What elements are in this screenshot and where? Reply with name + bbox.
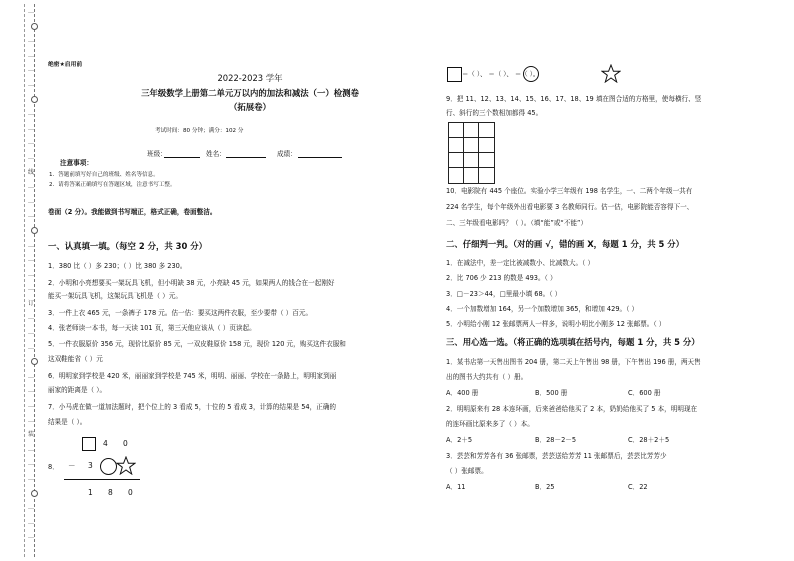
q2-line2: 能买一架玩具飞机，这架玩具飞机是（ ）元。 bbox=[48, 292, 182, 300]
grid-cell[interactable] bbox=[464, 168, 479, 183]
circle-blank[interactable] bbox=[100, 458, 117, 475]
gutter-mark: … bbox=[28, 124, 34, 132]
gutter-mark: … bbox=[28, 8, 34, 15]
binding-hole bbox=[31, 358, 38, 365]
gutter-mark: … bbox=[28, 329, 34, 337]
gutter-mark: 订 bbox=[28, 299, 35, 307]
q8-result-ones: 0 bbox=[128, 488, 133, 497]
page-title: 三年级数学上册第二单元万以内的加法和减法（一）检测卷 bbox=[141, 88, 359, 98]
choice-3-line1: 3．芸芸和芳芳各有 36 张邮票，芸芸送给芳芳 11 张邮票后，芸芸比芳芳少 bbox=[446, 452, 667, 460]
q8-mid-digit: 3 bbox=[88, 461, 93, 470]
grid-cell[interactable] bbox=[464, 138, 479, 153]
judge-4: 4．一个加数增加 164，另一个加数增加 365，和增加 429。（ ） bbox=[446, 305, 639, 313]
q7-line1: 7．小马虎在做一道加法题时，把个位上的 3 看成 5，十位的 5 看成 3，计算的结果是 54，正确的 bbox=[48, 403, 337, 411]
choice-3-option-b[interactable]: B．25 bbox=[535, 483, 555, 491]
q2-line1: 2．小明和小亮想要买一架玩具飞机，但小明缺 38 元，小亮缺 45 元，如果两人的钱合在一起刚好 bbox=[48, 279, 335, 287]
gutter-mark: … bbox=[28, 314, 34, 322]
gutter-mark: … bbox=[28, 37, 34, 45]
choice-3-option-c[interactable]: C．22 bbox=[628, 483, 648, 491]
choice-2-line1: 2．明明原来有 28 本连环画，后来爸爸给他买了 2 本，奶奶给他买了 5 本，明明现在 bbox=[446, 405, 698, 413]
gutter-mark: 线 bbox=[28, 168, 35, 176]
score-label: 成绩： bbox=[277, 150, 297, 158]
gutter-mark: … bbox=[28, 153, 34, 161]
gutter-mark: … bbox=[28, 270, 34, 278]
q8-top-digit-ones: 0 bbox=[123, 439, 128, 448]
choice-2-option-b[interactable]: B．28－2－5 bbox=[535, 436, 577, 444]
judge-5: 5．小明给小刚 12 张邮票两人一样多，说明小明比小刚多 12 张邮票。（ ） bbox=[446, 320, 666, 328]
gutter-mark: … bbox=[28, 285, 34, 293]
choice-2-option-a[interactable]: A．2＋5 bbox=[446, 436, 473, 444]
grid-cell[interactable] bbox=[449, 123, 464, 138]
gutter-mark: … bbox=[28, 183, 34, 191]
gutter-mark: … bbox=[28, 504, 34, 512]
gutter-mark: … bbox=[28, 343, 34, 351]
binding-hole bbox=[31, 227, 38, 234]
gutter-mark: … bbox=[28, 241, 34, 249]
choice-1-line2: 出的图书大约共有（ ）册。 bbox=[446, 373, 528, 381]
choice-1-option-b[interactable]: B．500 册 bbox=[535, 389, 568, 397]
name-label: 姓名： bbox=[206, 150, 226, 158]
binding-line bbox=[24, 4, 25, 557]
grid-cell[interactable] bbox=[479, 123, 494, 138]
score-field[interactable] bbox=[298, 157, 342, 158]
star-blank[interactable] bbox=[116, 456, 136, 475]
gutter-mark: … bbox=[28, 416, 34, 424]
q5-line1: 5．一件衣服原价 356 元，现价比原价 85 元，一双皮鞋原价 158 元，现价 120 元，购买这件衣服和 bbox=[48, 340, 346, 348]
section-1-heading: 一、认真填一填。（每空 2 分，共 30 分） bbox=[48, 241, 207, 251]
gutter-mark: … bbox=[28, 460, 34, 468]
grid-cell[interactable] bbox=[464, 123, 479, 138]
notes-title: 注意事项： bbox=[60, 159, 93, 167]
q8-result-hundreds: 1 bbox=[88, 488, 93, 497]
shape-answers: ＝（ ）、 ＝（ ）、 ＝（ ）。 bbox=[462, 70, 540, 78]
gutter-mark: … bbox=[28, 475, 34, 483]
choice-3-line2: （ ）张邮票。 bbox=[446, 467, 488, 475]
q10-line2: 224 名学生，每个年级外出看电影要 3 名教师同行。估一估，电影院能否容得下一、 bbox=[446, 203, 694, 211]
q10-line3: 二、三年级看电影吗？（ ）。（填“能”或“不能”） bbox=[446, 219, 588, 227]
note-2: 2．请将答案正确填写在答题区域，注意书写工整。 bbox=[49, 182, 176, 188]
binding-hole bbox=[31, 96, 38, 103]
section-3-heading: 三、用心选一选。（将正确的选项填在括号内，每题 1 分，共 5 分） bbox=[446, 337, 700, 347]
gutter-mark: … bbox=[28, 66, 34, 74]
q1: 1．380 比（ ）多 230；（ ）比 380 多 230。 bbox=[48, 262, 187, 270]
page-subtitle: （拓展卷） bbox=[229, 102, 271, 112]
binding-hole bbox=[31, 23, 38, 30]
choice-1-option-a[interactable]: A．400 册 bbox=[446, 389, 479, 397]
section-2-heading: 二、仔细判一判。（对的画 √，错的画 X，每题 1 分，共 5 分） bbox=[446, 239, 684, 249]
class-field[interactable] bbox=[164, 157, 200, 158]
q4: 4．张老师读一本书，每一天读 101 页，第三天他应该从（ ）页读起。 bbox=[48, 324, 256, 332]
gutter-mark: … bbox=[28, 139, 34, 147]
gutter-mark: … bbox=[28, 445, 34, 453]
gutter-mark: … bbox=[28, 212, 34, 220]
choice-3-option-a[interactable]: A．11 bbox=[446, 483, 466, 491]
gutter-mark: … bbox=[28, 402, 34, 410]
name-field[interactable] bbox=[226, 157, 266, 158]
choice-2-option-c[interactable]: C．28＋2＋5 bbox=[628, 436, 670, 444]
q8-result-line bbox=[64, 479, 140, 480]
q7-line2: 结果是（ ）。 bbox=[48, 418, 87, 426]
gutter-mark: … bbox=[28, 518, 34, 526]
binding-hole bbox=[31, 490, 38, 497]
grid-cell[interactable] bbox=[449, 153, 464, 168]
q5-line2: 这双鞋能省（ ）元 bbox=[48, 355, 103, 363]
q8-top-digit-tens: 4 bbox=[103, 439, 108, 448]
judge-1: 1．在减法中，差一定比被减数小、比减数大。（ ） bbox=[446, 259, 595, 267]
gutter-mark: … bbox=[28, 256, 34, 264]
q8-result-tens: 8 bbox=[108, 488, 113, 497]
grid-cell[interactable] bbox=[449, 168, 464, 183]
q8-minus: － bbox=[68, 461, 76, 470]
grid-cell[interactable] bbox=[479, 168, 494, 183]
q6-line2: 丽家的距离是（ ）。 bbox=[48, 386, 107, 394]
star-icon bbox=[601, 64, 621, 83]
gutter-mark: 装 bbox=[28, 431, 35, 439]
neatness-note: 卷面（2 分）。我能做到书写端正，格式正确，卷面整洁。 bbox=[48, 208, 217, 216]
class-label: 班级： bbox=[147, 150, 167, 158]
gutter-mark: … bbox=[28, 110, 34, 118]
judge-3: 3．□－23＞44，□里最小填 68。（ ） bbox=[446, 290, 562, 298]
square-icon bbox=[447, 67, 462, 82]
q10-line1: 10．电影院有 445 个座位。实验小学三年级有 198 名学生，一、二两个年级一共有 bbox=[446, 187, 693, 195]
gutter-mark: … bbox=[28, 51, 34, 59]
gutter-mark: … bbox=[28, 533, 34, 541]
note-1: 1．答题前填写好自己的班级、姓名等信息。 bbox=[49, 172, 159, 178]
binding-gutter bbox=[0, 0, 40, 561]
gutter-mark: … bbox=[28, 80, 34, 88]
gutter-mark: … bbox=[28, 197, 34, 205]
magic-square-grid[interactable] bbox=[448, 122, 495, 184]
q3: 3．一件上衣 465 元，一条裤子 178 元。估一估：要买这两件衣服，至少要带（ ）百元。 bbox=[48, 309, 313, 317]
choice-1-line1: 1．某书店第一天售出图书 204 册，第二天上午售出 98 册，下午售出 196 册，两天售 bbox=[446, 358, 701, 366]
q9-line1: 9．把 11、12、13、14、15、16、17、18、19 填在图合适的方格里，使每横行、竖 bbox=[446, 95, 702, 103]
gutter-mark: … bbox=[28, 387, 34, 395]
cut-line bbox=[34, 4, 35, 557]
q6-line1: 6．明明家到学校是 420 米，丽丽家到学校是 745 米，明明、丽丽、学校在一条路上，明明家到丽 bbox=[48, 372, 337, 380]
exam-info: 考试时间：80 分钟；满分：102 分 bbox=[155, 128, 244, 134]
judge-2: 2．比 706 少 213 的数是 493。（ ） bbox=[446, 274, 557, 282]
grid-cell[interactable] bbox=[479, 138, 494, 153]
grid-cell[interactable] bbox=[464, 153, 479, 168]
square-blank[interactable] bbox=[82, 437, 96, 451]
gutter-mark: … bbox=[28, 372, 34, 380]
secret-label: 绝密★启用前 bbox=[48, 62, 83, 68]
q9-line2: 行、斜行的三个数相加都得 45。 bbox=[446, 109, 543, 117]
school-year: 2022-2023 学年 bbox=[217, 73, 283, 83]
grid-cell[interactable] bbox=[479, 153, 494, 168]
choice-1-option-c[interactable]: C．600 册 bbox=[628, 389, 661, 397]
grid-cell[interactable] bbox=[449, 138, 464, 153]
q8-label: 8． bbox=[48, 463, 59, 471]
choice-2-line2: 的连环画比原来多了（ ）本。 bbox=[446, 420, 534, 428]
